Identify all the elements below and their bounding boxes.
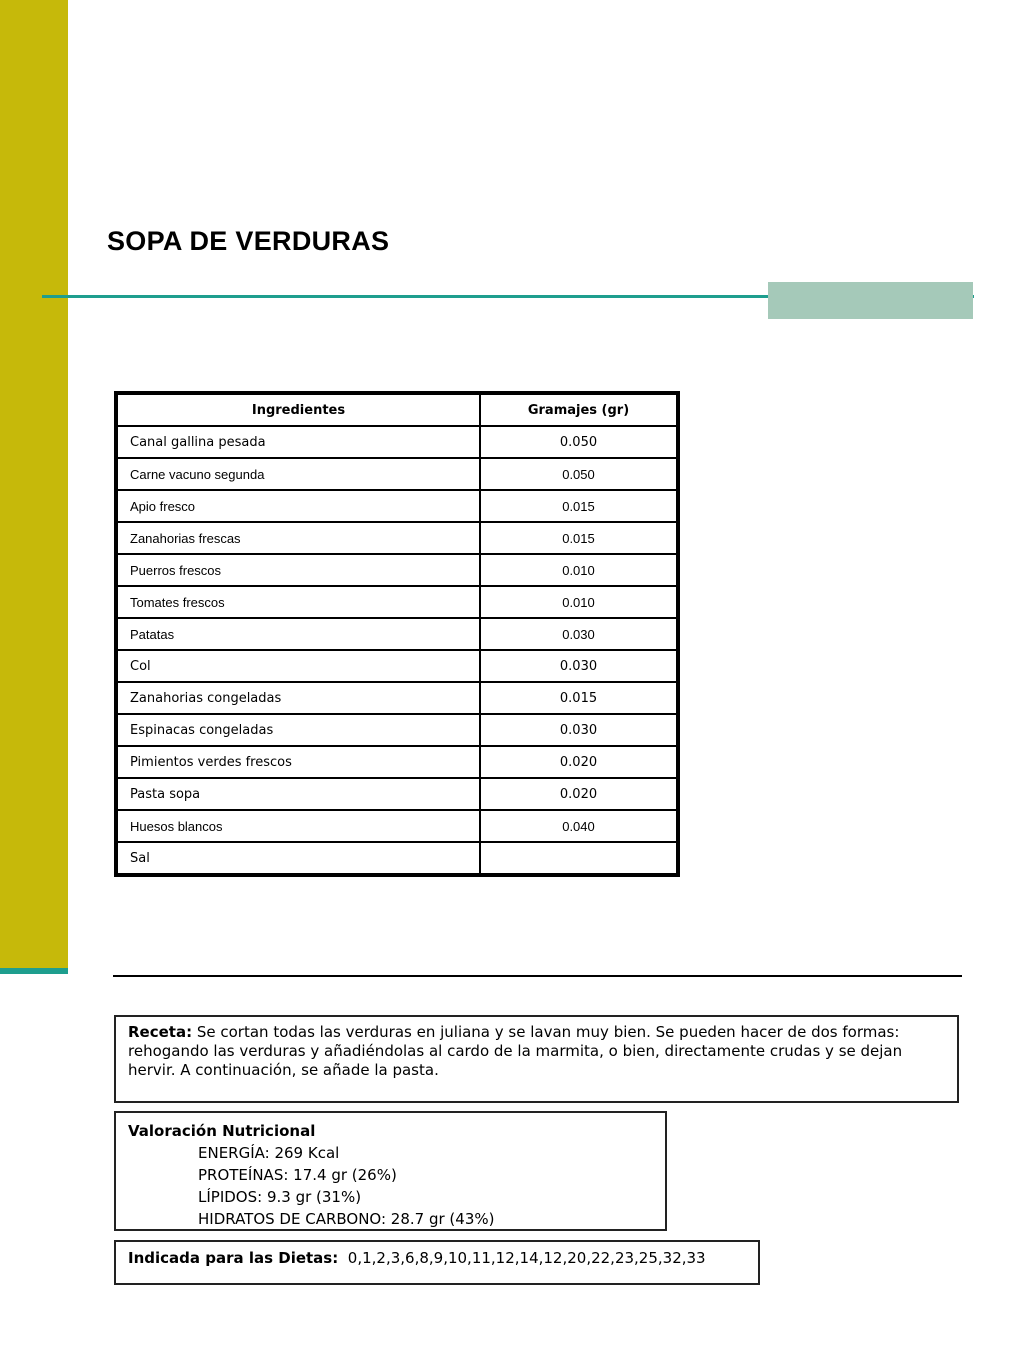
column-header-grams: Gramajes (gr) [480,393,678,426]
ingredient-name: Apio fresco [116,490,480,522]
ingredient-name: Col [116,650,480,682]
ingredient-name: Carne vacuno segunda [116,458,480,490]
page-title: SOPA DE VERDURAS [107,226,390,256]
sidebar-accent-foot [0,968,68,974]
nutrition-heading: Valoración Nutricional [128,1122,316,1140]
ingredient-name: Huesos blancos [116,810,480,842]
ingredient-name: Patatas [116,618,480,650]
table-row [116,682,678,714]
nutrition-box [114,1111,667,1231]
nutrition-lipids: LÍPIDOS: 9.3 gr (31%) [198,1188,362,1206]
title-accent-block [768,282,973,319]
ingredient-grams: 0.010 [480,586,678,618]
ingredient-grams: 0.030 [480,618,678,650]
ingredient-grams: 0.015 [480,682,678,714]
sidebar-accent-bar [0,0,68,968]
ingredient-grams: 0.015 [480,490,678,522]
table-row [116,554,678,586]
ingredient-name: Canal gallina pesada [116,426,480,458]
diets-value: 0,1,2,3,6,8,9,10,11,12,14,12,20,22,23,25,32,33 [347,1249,706,1267]
ingredient-name: Sal [116,842,480,875]
diets-box [114,1240,760,1285]
ingredient-name: Pimientos verdes frescos [116,746,480,778]
table-header-row [116,393,678,426]
table-row [116,586,678,618]
ingredient-grams: 0.010 [480,554,678,586]
nutrition-energy: ENERGÍA: 269 Kcal [198,1144,340,1162]
section-divider [113,975,962,977]
ingredient-name: Zanahorias congeladas [116,682,480,714]
ingredient-grams: 0.040 [480,810,678,842]
table-row [116,618,678,650]
ingredient-grams: 0.015 [480,522,678,554]
ingredient-name: Espinacas congeladas [116,714,480,746]
ingredient-grams: 0.030 [480,714,678,746]
recipe-label: Receta: [128,1023,193,1041]
ingredient-grams [480,842,678,875]
table-row [116,714,678,746]
recipe-box [114,1015,959,1103]
column-header-ingredients: Ingredientes [116,393,480,426]
table-row [116,746,678,778]
ingredients-table [114,391,680,877]
ingredient-grams: 0.050 [480,458,678,490]
ingredient-grams: 0.030 [480,650,678,682]
ingredient-name: Puerros frescos [116,554,480,586]
recipe-text: Se cortan todas las verduras en juliana y se lavan muy bien. Se pueden hacer de dos formas: rehogando las verduras y añadiéndolas al cardo de la marmita, o bien, directamente crudas y se dejan hervir. A continuación, se añade la pasta. [128,1023,903,1079]
ingredient-name: Zanahorias frescas [116,522,480,554]
nutrition-protein: PROTEÍNAS: 17.4 gr (26%) [198,1166,397,1184]
table-row [116,778,678,810]
table-row [116,522,678,554]
ingredient-grams: 0.020 [480,746,678,778]
ingredient-name: Tomates frescos [116,586,480,618]
table-row [116,810,678,842]
table-row [116,490,678,522]
table-row [116,458,678,490]
table-row [116,650,678,682]
table-row [116,426,678,458]
nutrition-carbs: HIDRATOS DE CARBONO: 28.7 gr (43%) [198,1210,495,1228]
ingredient-grams: 0.050 [480,426,678,458]
ingredient-name: Pasta sopa [116,778,480,810]
table-row [116,842,678,875]
diets-label: Indicada para las Dietas: [128,1249,339,1267]
ingredient-grams: 0.020 [480,778,678,810]
